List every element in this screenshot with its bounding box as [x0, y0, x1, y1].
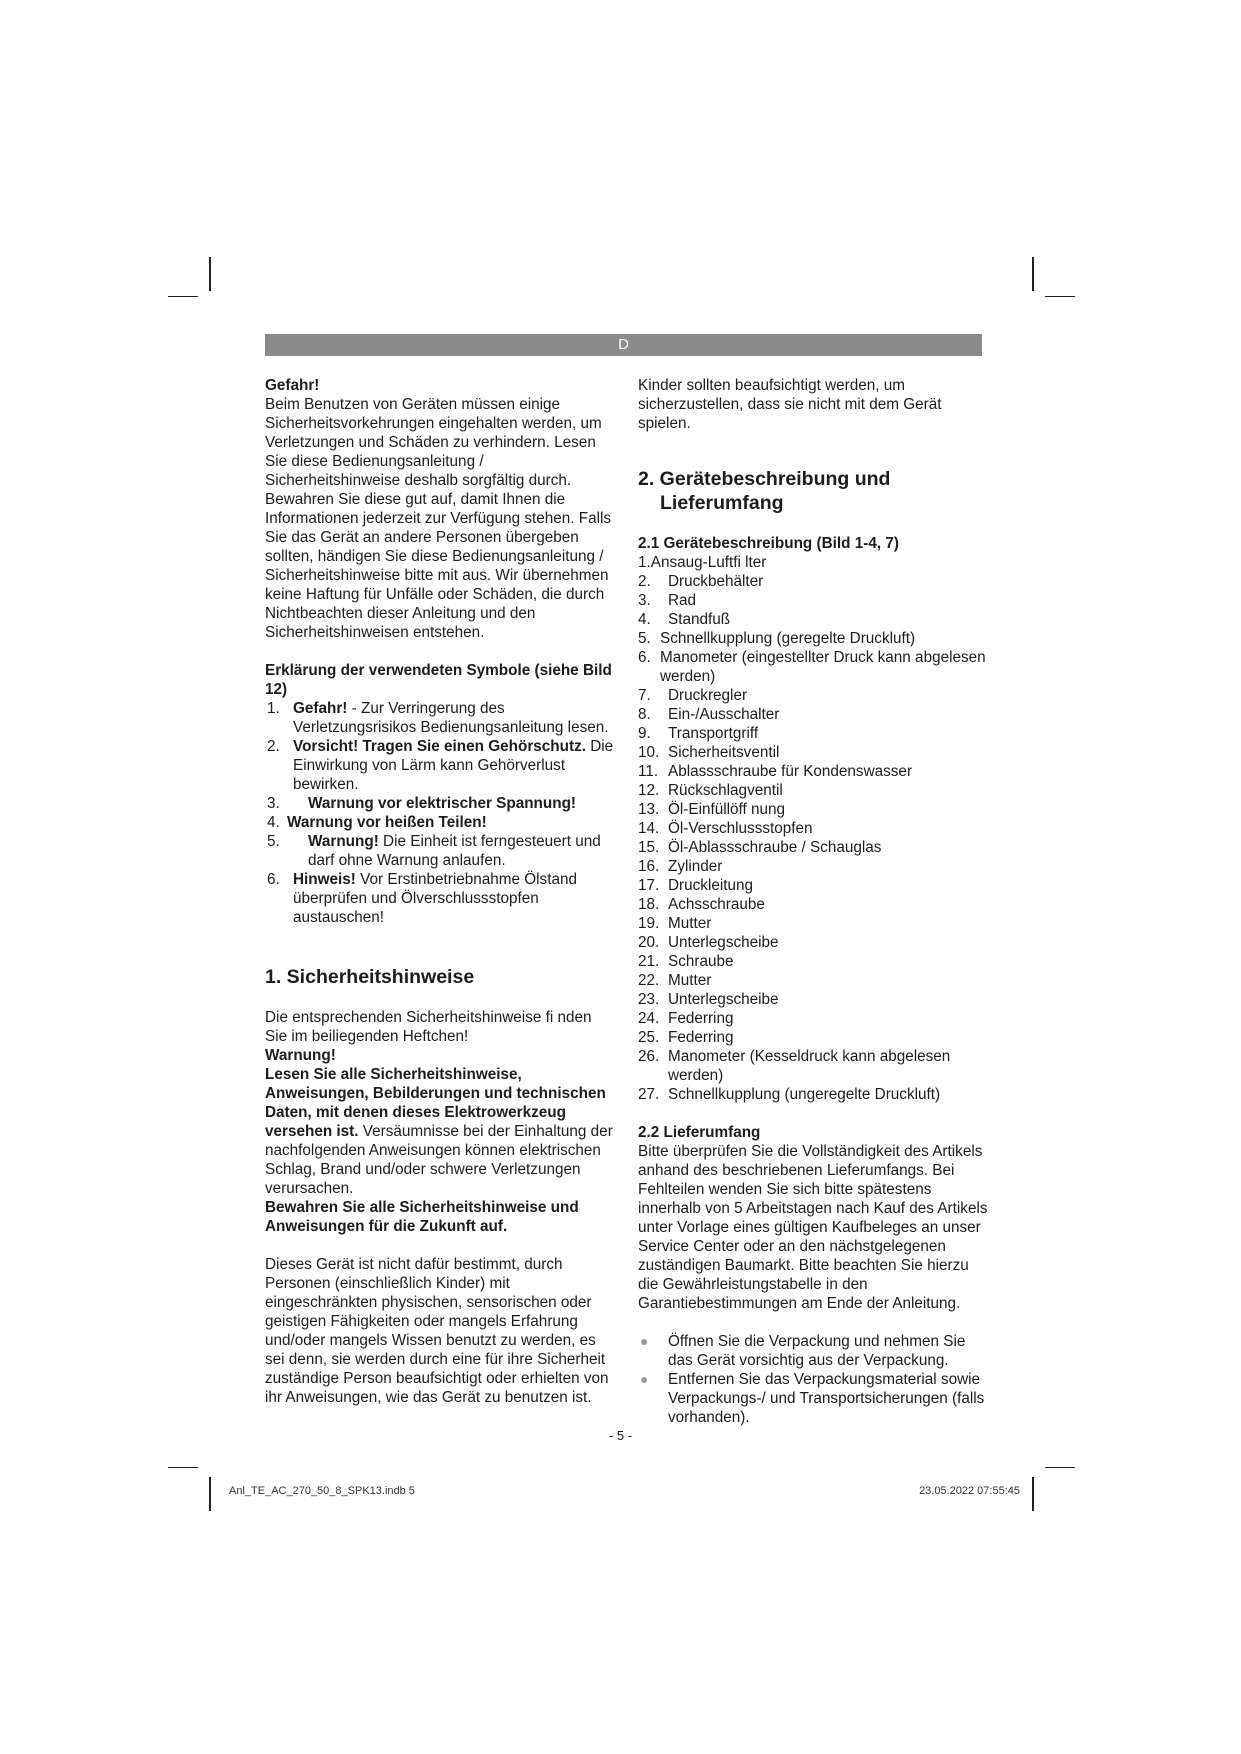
symbol-item	[265, 832, 615, 870]
parts-item: 19. Mutter	[638, 915, 712, 932]
parts-item: 5. Schnellkupplung (geregelte Druckluft)	[638, 630, 916, 647]
parts-item: 20. Unterlegscheibe	[638, 934, 779, 951]
symbol-number: 4.	[267, 814, 280, 831]
symbol-bold: Warnung vor elektrischer Spannung!	[308, 795, 577, 812]
symbol-number: 1.	[267, 700, 280, 717]
symbol-text: Die Einheit ist ferngesteuert und darf ohne Warnung anlaufen.	[308, 833, 601, 869]
crop-mark-top-right-h	[1045, 296, 1075, 297]
right-column	[638, 376, 990, 1427]
crop-mark-top-left-v	[209, 257, 211, 291]
unpacking-list	[638, 1332, 990, 1427]
page-number: - 5 -	[608, 1428, 633, 1443]
parts-item: 13. Öl-Einfüllöff nung	[638, 801, 786, 818]
bullet-icon: ●	[640, 1333, 649, 1349]
parts-list	[638, 553, 990, 1104]
symbol-item	[265, 813, 615, 832]
warning-text: Versäumnisse bei der Einhaltung der nachfolgenden Anweisungen können elektrischen Schlag, Brand und/oder schwere Verletzungen verursachen.	[265, 1123, 613, 1197]
symbol-number: 6.	[267, 871, 280, 888]
parts-item: 12. Rückschlagventil	[638, 782, 783, 799]
footer-datetime: 23.05.2022 07:55:45	[919, 1485, 1020, 1497]
parts-item: 6. Manometer (eingestellter Druck kann abgelesen werden)	[638, 649, 986, 685]
symbol-item	[265, 699, 615, 737]
crop-mark-bottom-right-h	[1045, 1467, 1075, 1468]
section2-heading: 2. Gerätebeschreibung und Lieferumfang	[638, 468, 891, 514]
parts-item: 15. Öl-Ablassschraube / Schauglas	[638, 839, 882, 856]
language-header-bar	[265, 334, 982, 356]
children-text: Dieses Gerät ist nicht dafür bestimmt, durch Personen (einschließlich Kinder) mit eingeschränkten physischen, sensorischen oder geistigen Fähigkeiten oder mangels Erfahrung und/oder mangels Wissen benutzt zu werden, es sei denn, sie werden durch eine für ihre Sicherheit zuständige Person beaufsichtigt oder erhielten von ihr Anweisungen, wie das Gerät zu benutzen ist.	[265, 1256, 609, 1406]
parts-item: 21. Schraube	[638, 953, 734, 970]
language-label: D	[618, 336, 629, 353]
parts-item: 23. Unterlegscheibe	[638, 991, 779, 1008]
symbol-item	[265, 794, 615, 813]
parts-item: 27. Schnellkupplung (ungeregelte Druckluft)	[638, 1086, 941, 1103]
parts-item: 22. Mutter	[638, 972, 712, 989]
parts-item: 1.Ansaug-Luftfi lter	[638, 554, 767, 571]
symbol-bold: Hinweis!	[293, 871, 356, 888]
warning-label: Warnung!	[265, 1047, 336, 1064]
bullet-icon: ●	[640, 1371, 649, 1387]
parts-item: 4. Standfuß	[638, 611, 731, 628]
parts-item: 9. Transportgriff	[638, 725, 759, 742]
symbol-number: 5.	[267, 833, 280, 850]
symbols-title: Erklärung der verwendeten Symbole (siehe Bild 12)	[265, 662, 612, 698]
footer-file: Anl_TE_AC_270_50_8_SPK13.indb 5	[229, 1485, 415, 1497]
symbol-number: 3.	[267, 795, 280, 812]
parts-item: 14. Öl-Verschlussstopfen	[638, 820, 813, 837]
symbol-bold: Gefahr!	[293, 700, 348, 717]
sub22-heading: 2.2 Lieferumfang	[638, 1124, 761, 1141]
delivery-text: Bitte überprüfen Sie die Vollständigkeit des Artikels anhand des beschriebenen Lieferumfangs. Bei Fehlteilen wenden Sie sich bitte spätestens innerhalb von 5 Arbeitstagen nach Kauf des Artikels unter Vorlage eines gültigen Kaufbeleges an unser Service Center oder an den nächstgelegenen zuständigen Baumarkt. Bitte beachten Sie hierzu die Gewährleistungstabelle in den Garantiebestimmungen am Ende der Anleitung.	[638, 1143, 988, 1312]
warning-paragraph	[265, 1065, 615, 1198]
parts-item: 10. Sicherheitsventil	[638, 744, 780, 761]
parts-item: 8. Ein-/Ausschalter	[638, 706, 780, 723]
symbols-list	[265, 699, 615, 927]
parts-item: 25. Federring	[638, 1029, 734, 1046]
symbol-text: Vor Erstinbetriebnahme Ölstand überprüfen und Ölverschlussstopfen austauschen!	[293, 871, 577, 926]
warning-bold: Lesen Sie alle Sicherheitshinweise, Anweisungen, Bebilderungen und technischen Daten, mit denen dieses Elektrowerkzeug versehen ist.	[265, 1066, 606, 1140]
parts-item: 24. Federring	[638, 1010, 734, 1027]
crop-mark-top-left-h	[168, 296, 198, 297]
parts-item: 7. Druckregler	[638, 687, 748, 704]
parts-item: 18. Achsschraube	[638, 896, 765, 913]
parts-item: 26. Manometer (Kesseldruck kann abgelesen werden)	[638, 1048, 951, 1084]
crop-mark-bottom-right-v	[1032, 1477, 1034, 1511]
bullet-item: ● Öffnen Sie die Verpackung und nehmen Sie das Gerät vorsichtig aus der Verpackung.	[640, 1333, 966, 1369]
danger-text: Beim Benutzen von Geräten müssen einige Sicherheitsvorkehrungen eingehalten werden, um Verletzungen und Schäden zu verhindern. Lesen Sie diese Bedienungsanleitung / Sicherheitshinweise deshalb sorgfältig durch. Bewahren Sie diese gut auf, damit Ihnen die Informationen jederzeit zur Verfügung stehen. Falls Sie das Gerät an andere Personen übergeben sollten, händigen Sie diese Bedienungsanleitung / Sicherheitshinweise bitte mit aus. Wir übernehmen keine Haftung für Unfälle oder Schäden, die durch Nichtbeachten dieser Anleitung und den Sicherheitshinweisen entstehen.	[265, 396, 612, 641]
safety-intro: Die entsprechenden Sicherheitshinweise fi nden Sie im beiliegenden Heftchen!	[265, 1009, 592, 1045]
safety-heading: 1. Sicherheitshinweise	[265, 966, 475, 988]
symbol-text: - Zur Verringerung des Verletzungsrisikos Bedienungsanleitung lesen.	[293, 700, 609, 736]
symbol-bold: Warnung!	[308, 833, 379, 850]
symbol-bold: Vorsicht! Tragen Sie einen Gehörschutz.	[293, 738, 586, 755]
sub21-heading: 2.1 Gerätebeschreibung (Bild 1-4, 7)	[638, 535, 899, 552]
crop-mark-top-right-v	[1032, 257, 1034, 291]
symbol-item	[265, 737, 615, 794]
parts-item: 17. Druckleitung	[638, 877, 754, 894]
kids-text: Kinder sollten beaufsichtigt werden, um sicherzustellen, dass sie nicht mit dem Gerät spielen.	[638, 377, 942, 432]
parts-item: 16. Zylinder	[638, 858, 723, 875]
crop-mark-bottom-left-h	[168, 1467, 198, 1468]
symbol-bold: Warnung vor heißen Teilen!	[287, 814, 487, 831]
left-column	[265, 376, 615, 1407]
parts-item: 2. Druckbehälter	[638, 573, 764, 590]
bullet-item: ● Entfernen Sie das Verpackungsmaterial sowie Verpackungs-/ und Transportsicherungen (falls vorhanden).	[640, 1371, 985, 1426]
symbol-text: Die Einwirkung von Lärm kann Gehörverlust bewirken.	[293, 738, 614, 793]
danger-title: Gefahr!	[265, 377, 320, 394]
symbol-item	[265, 870, 615, 927]
symbol-number: 2.	[267, 738, 280, 755]
parts-item: 11. Ablassschraube für Kondenswasser	[638, 763, 913, 780]
keep-instructions: Bewahren Sie alle Sicherheitshinweise und Anweisungen für die Zukunft auf.	[265, 1199, 579, 1235]
parts-item: 3. Rad	[638, 592, 697, 609]
crop-mark-bottom-left-v	[209, 1477, 211, 1511]
